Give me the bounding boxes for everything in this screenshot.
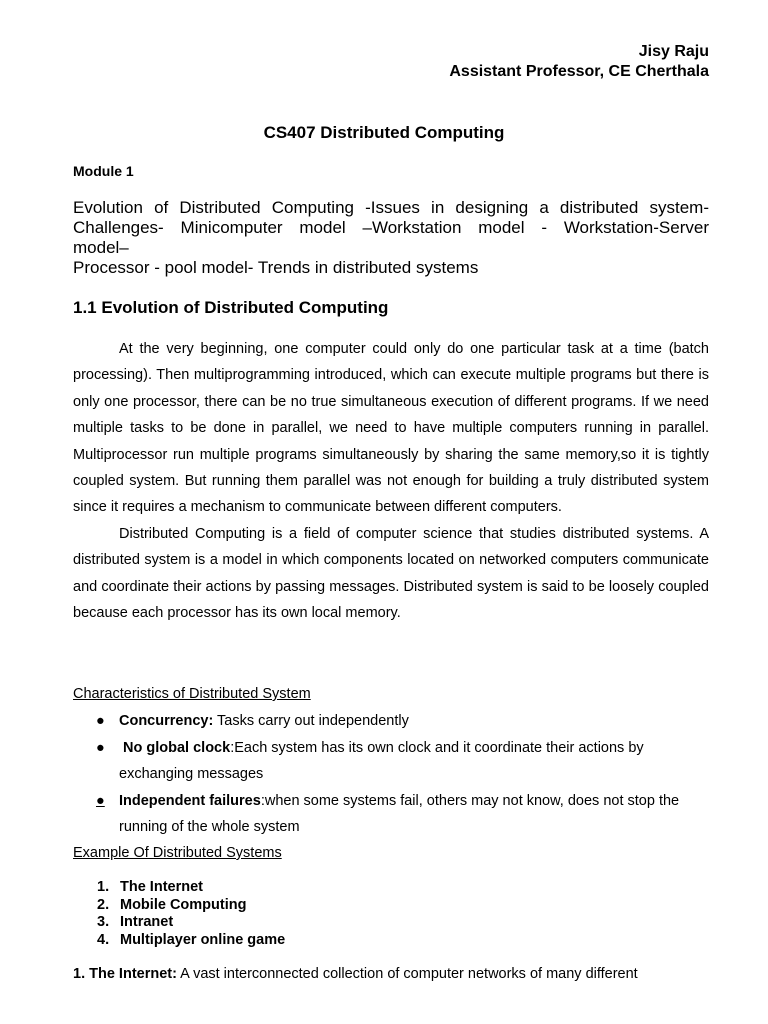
item-number: 2.: [97, 896, 110, 913]
author-block: [449, 42, 709, 82]
item-term: Concurrency:: [119, 713, 214, 729]
syllabus-line-2: Challenges- Minicomputer model –Workstation model - Workstation-Server: [73, 218, 709, 237]
section-heading: 1.1 Evolution of Distributed Computing: [73, 298, 389, 317]
item-text: :when some systems fail, others may not know, does not stop the running of the whole system: [119, 792, 680, 835]
item-number: 1.: [97, 879, 110, 895]
list-item: [73, 897, 285, 915]
author-title: Assistant Professor, CE Cherthala: [449, 63, 709, 80]
syllabus-topics-end: [73, 238, 478, 278]
internet-text: A vast interconnected collection of computer networks of many different: [176, 966, 638, 982]
item-label: Mobile Computing: [120, 896, 247, 913]
document-title: CS407 Distributed Computing: [263, 123, 505, 142]
list-item: [73, 788, 709, 841]
section-body: [73, 336, 709, 626]
syllabus-line-1: Evolution of Distributed Computing -Issues in designing a distributed system-: [73, 198, 709, 217]
characteristics-heading: Characteristics of Distributed System: [73, 686, 311, 702]
item-text: :Each system has its own clock and it coordinate their actions by exchanging messages: [119, 739, 644, 782]
list-item: [73, 932, 285, 950]
list-item: [73, 708, 709, 735]
bullet-icon: ●: [96, 792, 105, 809]
module-label: Module 1: [73, 163, 134, 179]
characteristics-list: [73, 708, 709, 841]
item-number: 3.: [97, 914, 110, 930]
paragraph-definition: Distributed Computing is a field of computer science that studies distributed systems. A distributed system is a model in which components located on networked computers communicate and coordinate their actions by passing messages. Distributed system is said to be loosely coupled because each processor has its own local memory.: [73, 525, 709, 622]
item-label: The Internet: [120, 879, 203, 895]
list-item: [73, 879, 285, 897]
syllabus-line-4: Processor - pool model- Trends in distributed systems: [73, 258, 479, 277]
item-number: 4.: [97, 931, 110, 948]
internet-term: 1. The Internet:: [73, 966, 177, 982]
item-label: Intranet: [120, 914, 174, 930]
bullet-icon: ●: [96, 739, 105, 756]
examples-list: [73, 879, 285, 949]
examples-heading: Example Of Distributed Systems: [73, 845, 282, 861]
item-term: No global clock: [123, 739, 231, 756]
item-term: Independent failures: [119, 792, 261, 809]
syllabus-topics: [73, 198, 709, 238]
author-name: Jisy Raju: [638, 43, 709, 60]
paragraph-evolution: At the very beginning, one computer could only do one particular task at a time (batch processing). Then multiprogramming introduced, which can execute multiple programs but there is only one processor, there can be no true simultaneous execution of different programs. If we need multiple tasks to be done in parallel, we need to have multiple computers running in parallel. Multiprocessor run multiple programs simultaneously by sharing the same memory,so it is tightly coupled system. But running them parallel was not enough for building a truly distributed system since it requires a mechanism to communicate between different computers.: [73, 341, 709, 516]
item-text: Tasks carry out independently: [213, 713, 409, 729]
internet-paragraph: [73, 966, 638, 982]
syllabus-line-3: model–: [73, 238, 129, 257]
list-item: [73, 735, 709, 788]
bullet-icon: ●: [96, 713, 105, 729]
list-item: [73, 914, 285, 932]
item-label: Multiplayer online game: [120, 931, 286, 948]
